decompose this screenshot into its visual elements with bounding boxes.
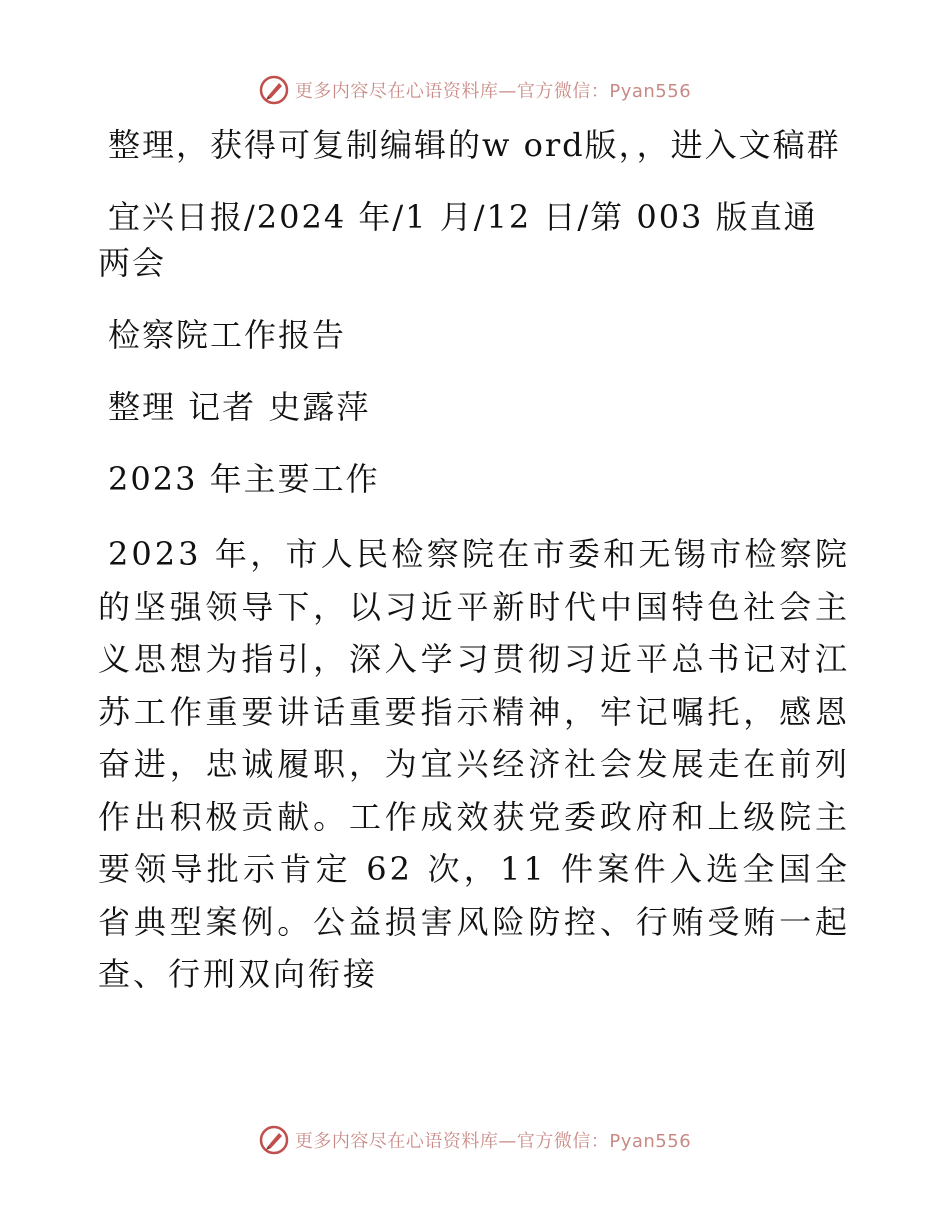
footer-banner-text: 更多内容尽在心语资料库—官方微信：Pyan556 xyxy=(294,1131,692,1152)
pen-seal-logo-icon xyxy=(259,75,289,105)
document-body xyxy=(98,122,850,1001)
document-byline: 整理 记者 史露萍 xyxy=(108,388,371,426)
document-title: 检察院工作报告 xyxy=(108,316,347,354)
document-notice: 整理，获得可复制编辑的w ord版，，进入文稿群 xyxy=(108,126,841,164)
footer-banner xyxy=(0,1120,950,1160)
header-banner xyxy=(0,70,950,110)
header-banner-text: 更多内容尽在心语资料库—官方微信：Pyan556 xyxy=(294,81,692,102)
document-source: 宜兴日报/2024 年/1 月/12 日/第 003 版直通两会 xyxy=(98,198,818,282)
section-heading: 2023 年主要工作 xyxy=(108,460,380,498)
pen-seal-logo-icon xyxy=(259,1125,289,1155)
body-paragraph: 2023 年，市人民检察院在市委和无锡市检察院的坚强领导下，以习近平新时代中国特色社会主义思想为指引，深入学习贯彻习近平总书记对江苏工作重要讲话重要指示精神，牢记嘱托，感恩奋进，忠诚履职，为宜兴经济社会发展走在前列作出积极贡献。工作成效获党委政府和上级院主要领导批示肯定 62 次，11 件案件入选全国全省典型案例。公益损害风险防控、行贿受贿一起查、行刑双向衔接 xyxy=(98,535,850,993)
